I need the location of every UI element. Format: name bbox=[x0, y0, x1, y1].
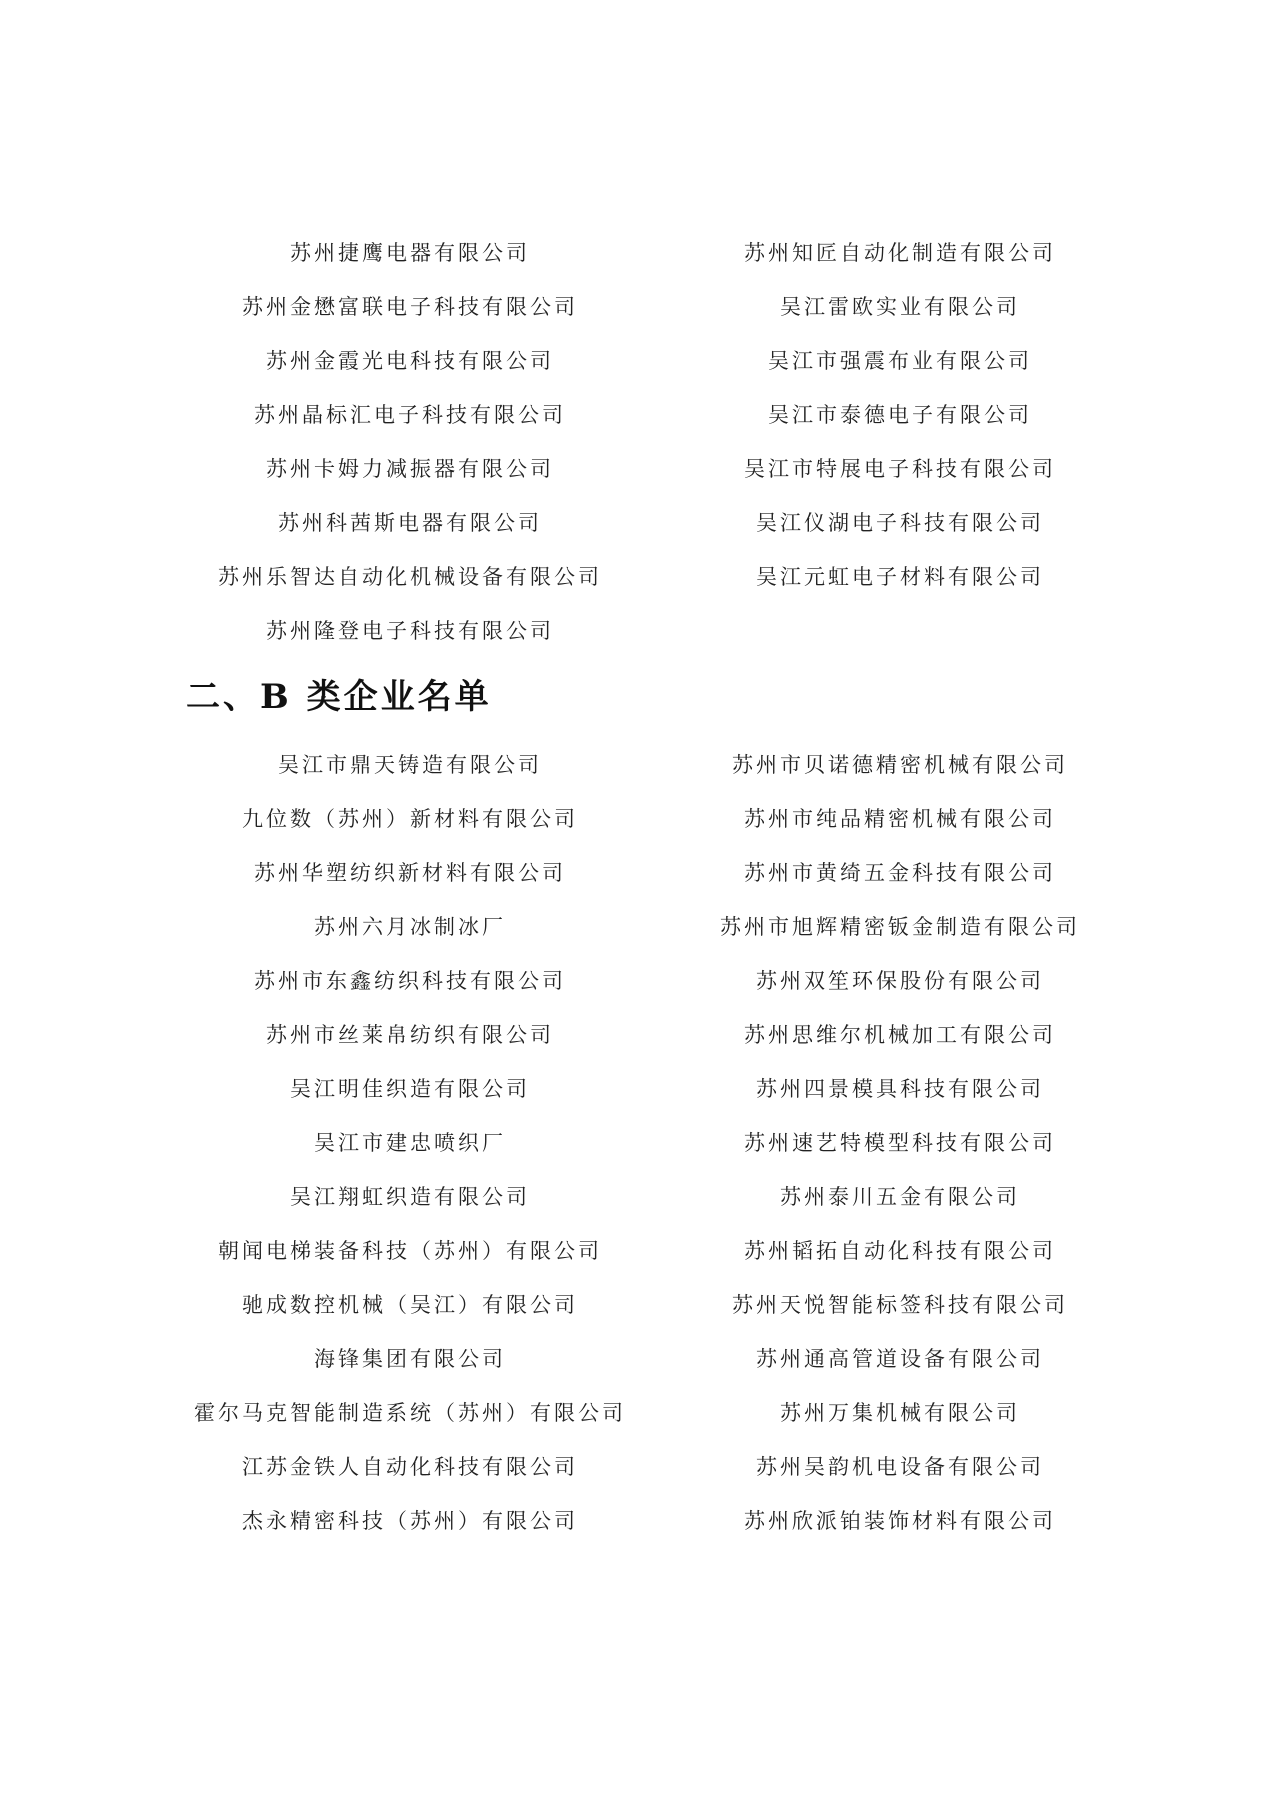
company-name: 吴江明佳织造有限公司 bbox=[290, 1077, 530, 1101]
company-name: 吴江市泰德电子有限公司 bbox=[768, 403, 1032, 427]
company-name: 苏州双笙环保股份有限公司 bbox=[756, 969, 1044, 993]
company-name: 苏州通高管道设备有限公司 bbox=[756, 1347, 1044, 1371]
company-name: 驰成数控机械（吴江）有限公司 bbox=[242, 1293, 578, 1317]
company-name: 苏州六月冰制冰厂 bbox=[314, 915, 506, 939]
company-name: 苏州市旭辉精密钣金制造有限公司 bbox=[720, 915, 1080, 939]
company-name: 苏州知匠自动化制造有限公司 bbox=[744, 241, 1056, 265]
company-name: 苏州华塑纺织新材料有限公司 bbox=[254, 861, 566, 885]
company-name: 苏州天悦智能标签科技有限公司 bbox=[732, 1293, 1068, 1317]
company-name: 苏州科茜斯电器有限公司 bbox=[278, 511, 542, 535]
company-name: 苏州欣派铂装饰材料有限公司 bbox=[744, 1509, 1056, 1533]
company-name: 苏州吴韵机电设备有限公司 bbox=[756, 1455, 1044, 1479]
company-name: 苏州隆登电子科技有限公司 bbox=[266, 619, 554, 643]
company-name: 吴江雷欧实业有限公司 bbox=[780, 295, 1020, 319]
section-a-left-column bbox=[195, 226, 625, 658]
company-name: 苏州市黄绮五金科技有限公司 bbox=[744, 861, 1056, 885]
company-name: 吴江市强震布业有限公司 bbox=[768, 349, 1032, 373]
company-name: 苏州市纯品精密机械有限公司 bbox=[744, 807, 1056, 831]
company-name: 吴江市特展电子科技有限公司 bbox=[744, 457, 1056, 481]
company-name: 苏州韬拓自动化科技有限公司 bbox=[744, 1239, 1056, 1263]
company-name: 吴江元虹电子材料有限公司 bbox=[756, 565, 1044, 589]
company-name: 苏州晶标汇电子科技有限公司 bbox=[254, 403, 566, 427]
company-name: 吴江翔虹织造有限公司 bbox=[290, 1185, 530, 1209]
company-name: 苏州卡姆力减振器有限公司 bbox=[266, 457, 554, 481]
section-b-right-column bbox=[685, 738, 1115, 1548]
company-name: 吴江仪湖电子科技有限公司 bbox=[756, 511, 1044, 535]
company-name: 吴江市鼎天铸造有限公司 bbox=[278, 753, 542, 777]
section-b-heading: 二、B 类企业名单 bbox=[186, 677, 492, 717]
company-name: 苏州乐智达自动化机械设备有限公司 bbox=[218, 565, 602, 589]
section-b-left-column bbox=[195, 738, 625, 1548]
company-name: 苏州速艺特模型科技有限公司 bbox=[744, 1131, 1056, 1155]
company-name: 霍尔马克智能制造系统（苏州）有限公司 bbox=[194, 1401, 626, 1425]
company-name: 苏州泰川五金有限公司 bbox=[780, 1185, 1020, 1209]
company-name: 朝闻电梯装备科技（苏州）有限公司 bbox=[218, 1239, 602, 1263]
section-a-right-column bbox=[685, 226, 1115, 604]
company-name: 海锋集团有限公司 bbox=[314, 1347, 506, 1371]
company-name: 苏州四景模具科技有限公司 bbox=[756, 1077, 1044, 1101]
company-name: 杰永精密科技（苏州）有限公司 bbox=[242, 1509, 578, 1533]
company-name: 苏州市东鑫纺织科技有限公司 bbox=[254, 969, 566, 993]
company-name: 江苏金铁人自动化科技有限公司 bbox=[242, 1455, 578, 1479]
company-name: 苏州金懋富联电子科技有限公司 bbox=[242, 295, 578, 319]
company-name: 苏州思维尔机械加工有限公司 bbox=[744, 1023, 1056, 1047]
company-name: 苏州市丝莱帛纺织有限公司 bbox=[266, 1023, 554, 1047]
company-name: 苏州市贝诺德精密机械有限公司 bbox=[732, 753, 1068, 777]
company-name: 苏州金霞光电科技有限公司 bbox=[266, 349, 554, 373]
company-name: 苏州捷鹰电器有限公司 bbox=[290, 241, 530, 265]
company-name: 苏州万集机械有限公司 bbox=[780, 1401, 1020, 1425]
company-name: 吴江市建忠喷织厂 bbox=[314, 1131, 506, 1155]
company-name: 九位数（苏州）新材料有限公司 bbox=[242, 807, 578, 831]
